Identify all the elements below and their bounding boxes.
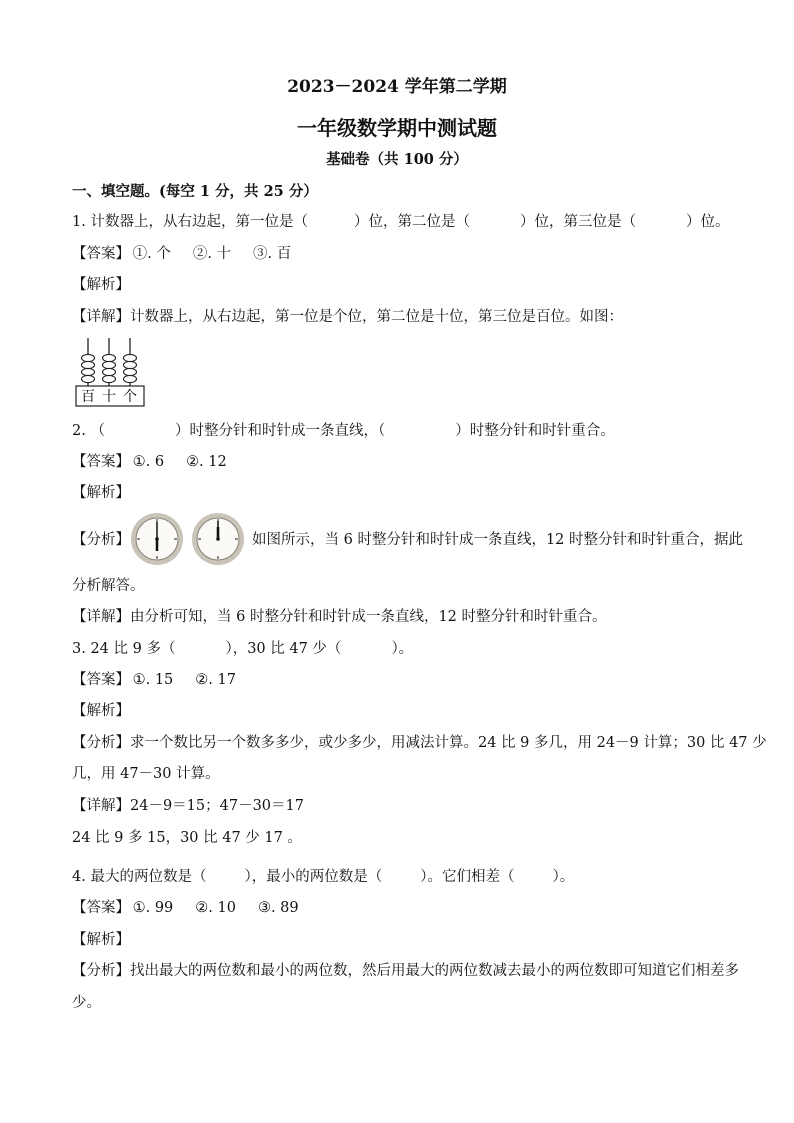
- detail-label: 【详解】: [72, 309, 130, 325]
- q3-detail: [72, 796, 304, 816]
- clock-face-icon: [191, 512, 245, 566]
- detail-label: 【详解】: [72, 798, 130, 814]
- q3-text-part: 3. 24 比 9 多（: [72, 641, 176, 657]
- q3-breakdown-line-1: [72, 733, 767, 753]
- q3-text-part: ）。: [391, 641, 414, 657]
- abacus-label-ones: 个: [123, 389, 137, 405]
- abacus-figure: [74, 336, 146, 408]
- q2-detail-text: 由分析可知，当 6 时整分针和时针成一条直线，12 时整分针和时针重合。: [130, 609, 607, 625]
- q2-analysis-label: 【解析】: [72, 485, 130, 501]
- question-1: [72, 212, 729, 232]
- q2-breakdown-line-1: 如图所示，当 6 时整分针和时针成一条直线，12 时整分针和时针重合，据此: [252, 532, 744, 548]
- q3-breakdown-line-2: 几，用 47－30 计算。: [72, 766, 220, 782]
- abacus-label-hundreds: 百: [81, 389, 95, 405]
- q3-text-part: ），30 比 47 少（: [225, 641, 342, 657]
- question-4: [72, 867, 574, 887]
- q2-answer-1: ①. 6: [132, 454, 165, 470]
- answer-label: 【答案】: [72, 900, 130, 916]
- breakdown-label: 【分析】: [72, 963, 130, 979]
- q1-text-part: ）位，第三位是（: [519, 214, 636, 230]
- answer-label: 【答案】: [72, 454, 130, 470]
- q4-breakdown-line-1: [72, 961, 739, 981]
- question-2: [72, 421, 615, 441]
- q3-detail-text: 24－9＝15；47－30＝17: [130, 798, 304, 814]
- q1-answer-2: ②. 十: [192, 246, 232, 262]
- q3-answer-1: ①. 15: [132, 672, 174, 688]
- q4-text-part: ）。它们相差（: [420, 869, 515, 885]
- q2-detail: [72, 607, 607, 627]
- abacus-drawing: [74, 336, 146, 408]
- section-1-heading: 一、填空题。(每空 1 分，共 25 分）: [72, 183, 318, 200]
- q2-answer: [72, 452, 249, 472]
- q3-answer: [72, 670, 258, 690]
- clock-six-oclock: [130, 512, 184, 566]
- breakdown-label: 【分析】: [72, 735, 130, 751]
- clock-face-icon: [130, 512, 184, 566]
- detail-label: 【详解】: [72, 609, 130, 625]
- q4-text-part: ），最小的两位数是（: [244, 869, 383, 885]
- q1-answer-3: ③. 百: [253, 246, 292, 262]
- answer-label: 【答案】: [72, 672, 130, 688]
- q1-detail: [72, 307, 623, 327]
- q4-breakdown-text: 找出最大的两位数和最小的两位数，然后用最大的两位数减去最小的两位数即可知道它们相差多: [130, 963, 739, 979]
- q1-text-part: ）位。: [685, 214, 730, 230]
- answer-label: 【答案】: [72, 246, 130, 262]
- q2-breakdown-label: 【分析】: [72, 532, 130, 548]
- q4-answer: [72, 898, 321, 918]
- question-3: [72, 639, 413, 659]
- year-title: 2023－2024 学年第二学期: [287, 77, 507, 97]
- q2-answer-2: ②. 12: [186, 454, 227, 470]
- q4-breakdown-line-2: 少。: [72, 995, 101, 1011]
- abacus-label-tens: 十: [102, 389, 116, 405]
- q4-answer-2: ②. 10: [195, 900, 236, 916]
- q3-breakdown-text: 求一个数比另一个数多多少，或少多少，用减法计算。24 比 9 多几，用 24－9 计算；30 比 47 少: [130, 735, 767, 751]
- q4-text-part: ）。: [552, 869, 575, 885]
- q4-analysis-label: 【解析】: [72, 932, 130, 948]
- q3-conclusion: 24 比 9 多 15，30 比 47 少 17 。: [72, 830, 302, 846]
- q4-answer-3: ③. 89: [257, 900, 299, 916]
- q4-text-part: 4. 最大的两位数是（: [72, 869, 207, 885]
- q1-detail-text: 计数器上，从右边起，第一位是个位，第二位是十位，第三位是百位。如图：: [130, 309, 623, 325]
- q2-text-part: 2. （: [72, 423, 105, 439]
- q1-answer-1: ①. 个: [132, 246, 171, 262]
- q2-breakdown-line-2: 分析解答。: [72, 578, 145, 594]
- q1-text-part: 1. 计数器上，从右边起，第一位是（: [72, 214, 308, 230]
- q1-analysis-label: 【解析】: [72, 277, 130, 293]
- q4-answer-1: ①. 99: [132, 900, 174, 916]
- q2-text-part: ）时整分针和时针重合。: [455, 423, 615, 439]
- exam-subtitle: 基础卷（共 100 分）: [326, 151, 468, 168]
- q1-text-part: ）位，第二位是（: [353, 214, 470, 230]
- q2-text-part: ）时整分针和时针成一条直线，（: [174, 423, 386, 439]
- clock-twelve-oclock: [191, 512, 245, 566]
- q3-analysis-label: 【解析】: [72, 703, 130, 719]
- exam-title: 一年级数学期中测试题: [297, 116, 497, 140]
- q1-answer: [72, 244, 313, 264]
- q3-answer-2: ②. 17: [195, 672, 236, 688]
